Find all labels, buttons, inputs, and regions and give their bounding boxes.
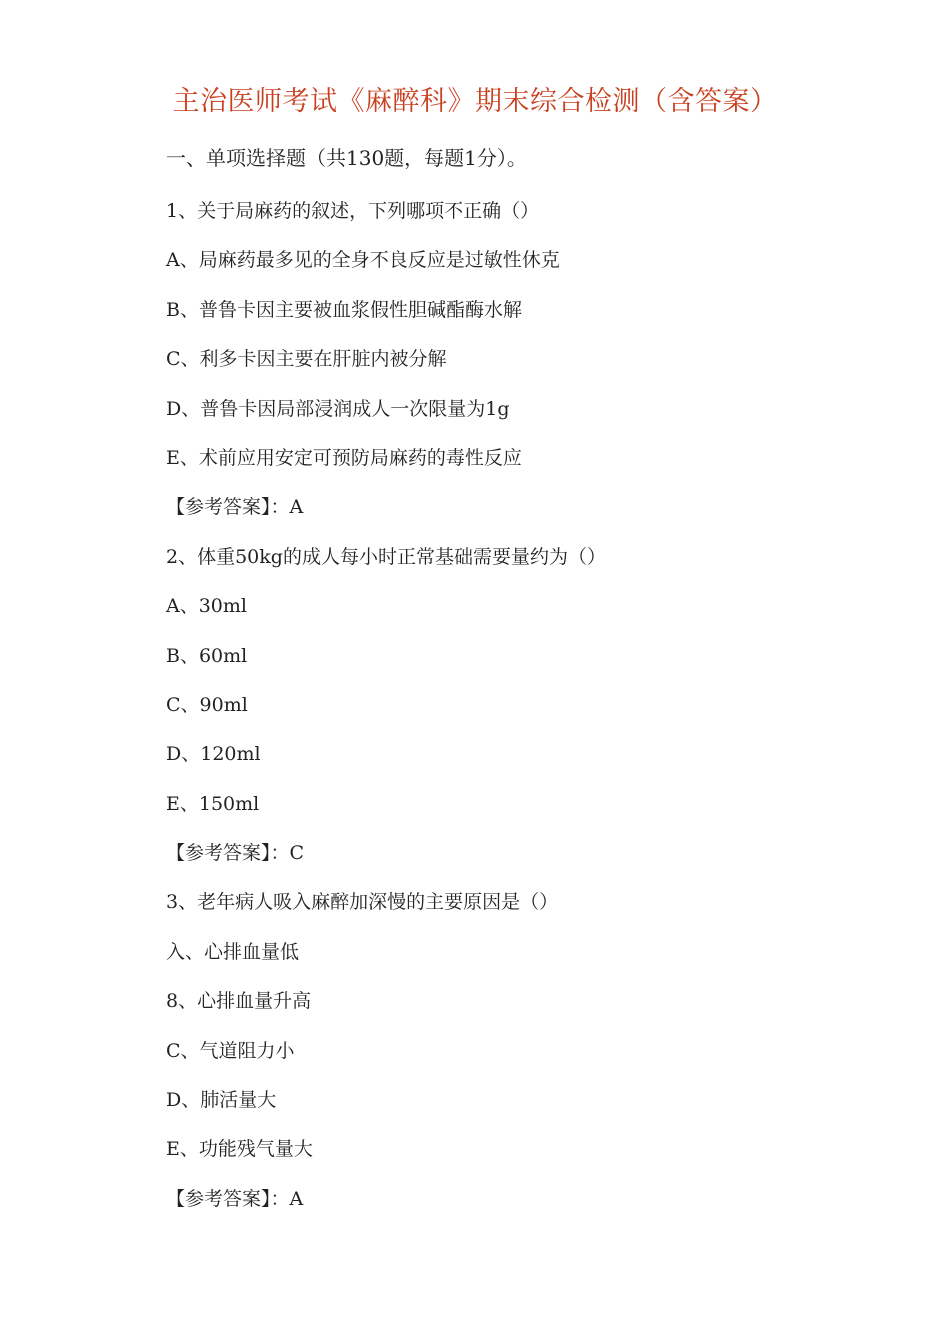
question-2-option-a: A、30ml <box>166 595 247 618</box>
section-heading: 一、单项选择题（共130题，每题1分）。 <box>166 146 527 170</box>
question-3-option-c: C、气道阻力小 <box>166 1039 295 1062</box>
question-2: 2、体重50kg的成人每小时正常基础需要量约为（） <box>166 545 606 568</box>
question-3-answer: 【参考答案】：A <box>166 1187 304 1210</box>
question-2-option-b: B、60ml <box>166 644 248 667</box>
question-1-answer: 【参考答案】：A <box>166 496 304 519</box>
question-3: 3、老年病人吸入麻醉加深慢的主要原因是（） <box>166 891 559 914</box>
question-list <box>166 195 866 1232</box>
question-2-option-d: D、120ml <box>166 743 261 766</box>
question-1-option-b: B、普鲁卡因主要被血浆假性胆碱酯酶水解 <box>166 298 522 321</box>
question-3-option-e: E、功能残气量大 <box>166 1138 313 1161</box>
question-1-option-c: C、利多卡因主要在肝脏内被分解 <box>166 348 447 371</box>
question-1-option-a: A、局麻药最多见的全身不良反应是过敏性休克 <box>166 249 560 272</box>
document-title: 主治医师考试《麻醉科》期末综合检测（含答案） <box>172 86 778 117</box>
question-3-option-d: D、肺活量大 <box>166 1089 277 1112</box>
question-2-option-c: C、90ml <box>166 693 248 716</box>
question-1-option-d: D、普鲁卡因局部浸润成人一次限量为1g <box>166 397 510 420</box>
question-3-option-a: 入、心排血量低 <box>166 940 300 963</box>
question-2-option-e: E、150ml <box>166 792 260 815</box>
question-3-option-b: 8、心排血量升高 <box>166 990 312 1013</box>
question-2-answer: 【参考答案】：C <box>166 842 305 865</box>
question-1: 1、关于局麻药的叙述，下列哪项不正确（） <box>166 200 540 222</box>
question-1-option-e: E、术前应用安定可预防局麻药的毒性反应 <box>166 446 522 469</box>
